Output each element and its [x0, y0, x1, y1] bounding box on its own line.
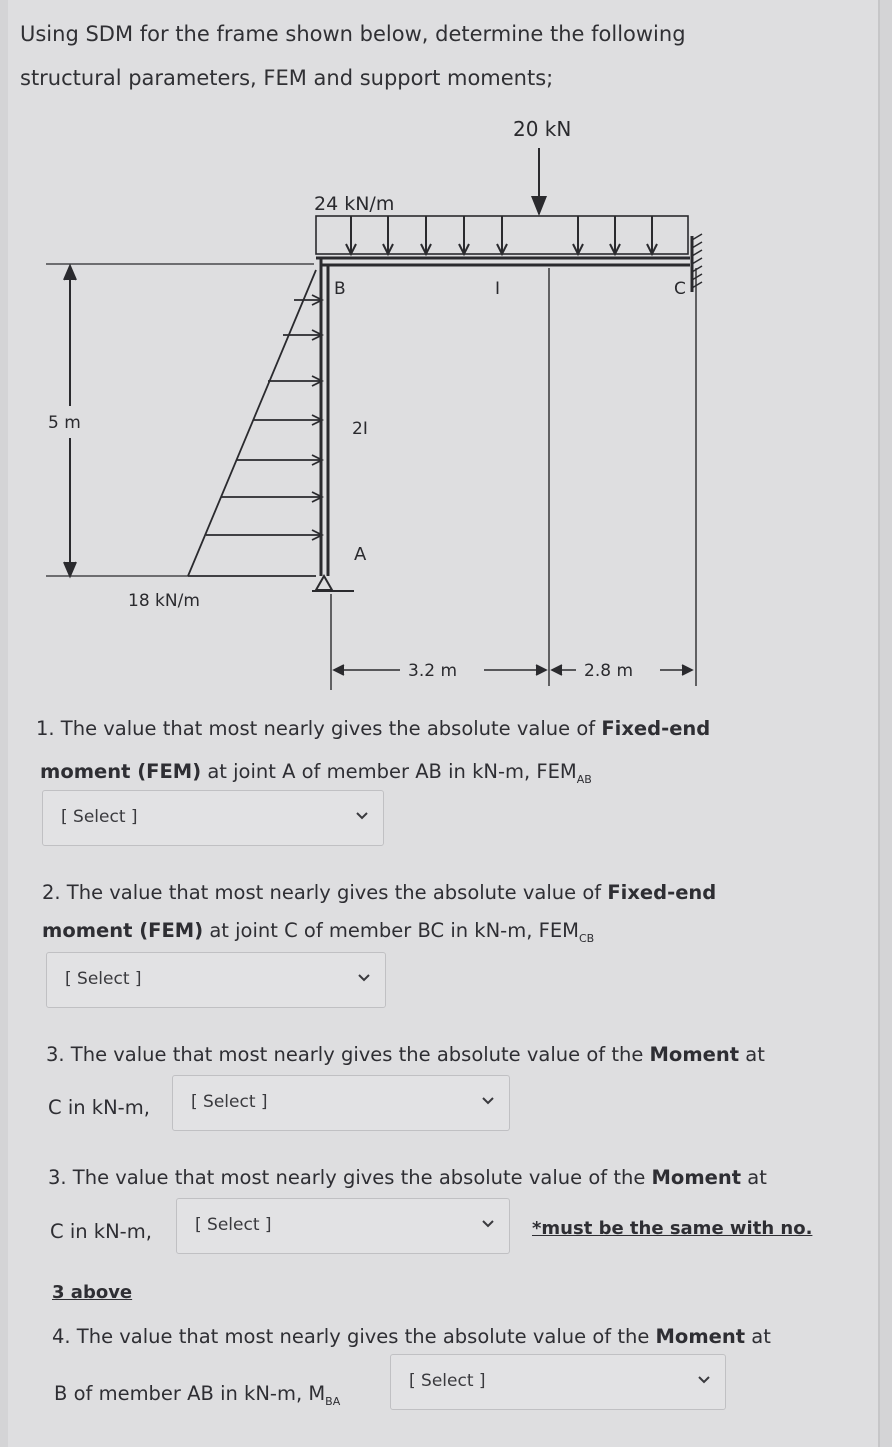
q1-line-2: moment (FEM) at joint A of member AB in kN-m, $FEM_{AB}$ — [40, 760, 592, 786]
span2-label: 2.8 m — [584, 661, 633, 681]
q1-line-1: 1. The value that most nearly gives the absolute value of Fixed-end — [36, 717, 711, 740]
span-dimension — [334, 665, 692, 675]
q3-answer-select[interactable] — [172, 1075, 510, 1131]
frame-diagram — [8, 0, 878, 700]
height-label: 5 m — [48, 413, 81, 433]
pin-support-a — [312, 576, 354, 591]
q2-answer-select[interactable] — [46, 952, 386, 1008]
chevron-down-icon — [697, 1373, 711, 1387]
point-load-label: 20 kN — [513, 117, 572, 141]
column-ab — [321, 258, 328, 576]
same-answer-note-cont: 3 above — [52, 1282, 133, 1303]
triangular-load — [188, 270, 322, 576]
intro-line-2: structural parameters, FEM and support moments; — [20, 66, 554, 90]
chevron-down-icon — [481, 1217, 495, 1231]
beam-bc — [316, 258, 690, 265]
q2-line-2: moment (FEM) at joint C of member BC in kN-m, $FEM_{CB}$ — [42, 919, 595, 945]
quiz-page — [8, 0, 880, 1447]
q2-line-1: 2. The value that most nearly gives the absolute value of Fixed-end — [42, 881, 717, 904]
chevron-down-icon — [357, 971, 371, 985]
q4-select-placeholder: [ Select ] — [409, 1371, 486, 1391]
chevron-down-icon — [481, 1094, 495, 1108]
q3-select-placeholder: [ Select ] — [191, 1092, 268, 1112]
joint-b-label: B — [334, 279, 346, 299]
joint-a-label: A — [354, 544, 367, 565]
tri-load-label: 18 kN/m — [128, 591, 200, 611]
q4-answer-select[interactable] — [390, 1354, 726, 1410]
q3b-line-2: C in kN-m, — [50, 1220, 152, 1243]
q4-line-2: B of member AB in kN-m, $M_{BA}$ — [54, 1382, 341, 1408]
q2-select-placeholder: [ Select ] — [65, 969, 142, 989]
q3b-answer-select[interactable] — [176, 1198, 510, 1254]
span1-label: 3.2 m — [408, 661, 457, 681]
intro-line-1: Using SDM for the frame shown below, determine the following — [20, 22, 686, 46]
chevron-down-icon — [355, 809, 369, 823]
udl-label: 24 kN/m — [314, 193, 395, 215]
q3-line-2: C in kN-m, — [48, 1096, 150, 1119]
q3b-line-1: 3. The value that most nearly gives the absolute value of the Moment at — [48, 1166, 767, 1189]
joint-c-label: C — [674, 279, 686, 299]
q4-line-1: 4. The value that most nearly gives the absolute value of the Moment at — [52, 1325, 771, 1348]
beam-inertia-label: I — [495, 279, 501, 299]
fixed-support-c — [692, 234, 702, 292]
q1-select-placeholder: [ Select ] — [61, 807, 138, 827]
udl-load — [316, 216, 688, 254]
column-inertia-label: 2I — [352, 419, 368, 439]
same-answer-note: *must be the same with no. — [532, 1218, 813, 1239]
q3b-select-placeholder: [ Select ] — [195, 1215, 272, 1235]
q3-line-1: 3. The value that most nearly gives the absolute value of the Moment at — [46, 1043, 765, 1066]
q1-answer-select[interactable] — [42, 790, 384, 846]
